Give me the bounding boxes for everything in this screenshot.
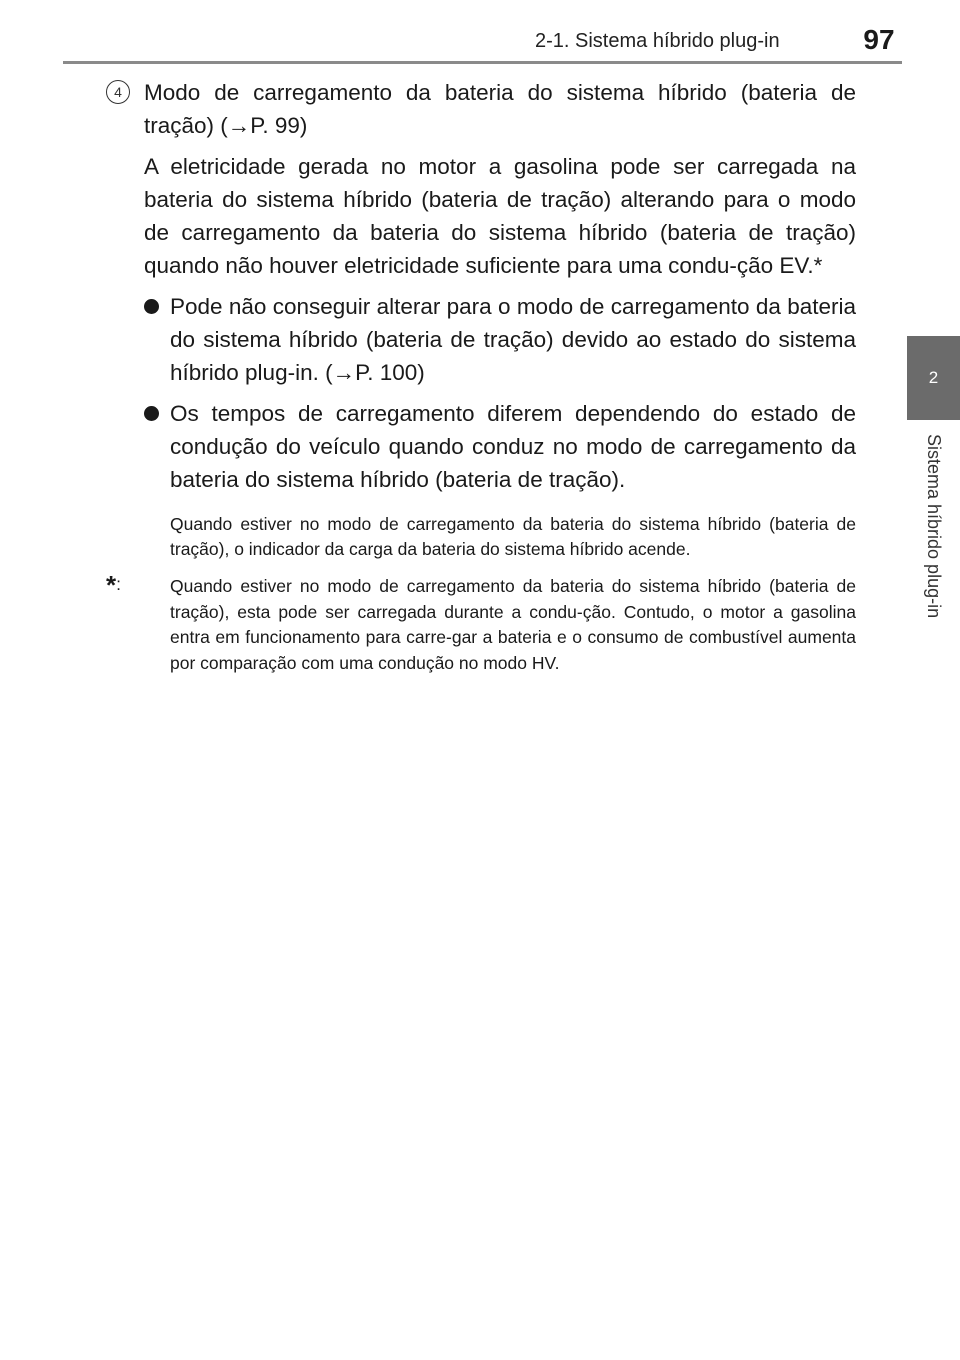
bullet-text: Os tempos de carregamento diferem dependendo do estado de condução do veículo quando conduz no modo de carregamento da bateria do sistema híbrido (bateria de tração).: [170, 401, 856, 492]
footnote-text: Quando estiver no modo de carregamento da bateria do sistema híbrido (bateria de tração), esta pode ser carregada durante a condu-ção. Contudo, o motor a gasolina entra em funcionamento para carre-gar a bateria e o consumo de combustível aumenta por comparação com uma condução no modo HV.: [170, 576, 856, 673]
bullet-dot-icon: [144, 406, 159, 421]
item-title: Modo de carregamento da bateria do sistema híbrido (bateria de tração) (→P. 99): [144, 80, 856, 138]
asterisk-icon: *: [106, 570, 117, 600]
chapter-tab-number: 2: [928, 368, 939, 387]
footnote-mark: [106, 572, 121, 599]
chapter-tab: [907, 336, 960, 420]
section-header: 2-1. Sistema híbrido plug-in: [535, 30, 780, 52]
chapter-tab-label: [907, 420, 960, 720]
page-content: [106, 76, 856, 676]
footnote-separator: :: [116, 574, 121, 594]
chapter-tab-label-text: Sistema híbrido plug-in: [924, 434, 944, 619]
header-divider: [63, 61, 902, 64]
item-number-badge: 4: [106, 80, 130, 104]
item-body: A eletricidade gerada no motor a gasolina pode ser carregada na bateria do sistema híbrido (bateria de tração) alterando para o modo de carregamento da bateria do sistema híbrido (bateria de tração) quando não houver eletricidade suficiente para uma condu-ção EV.*: [144, 154, 856, 278]
bullet-item: [144, 397, 856, 496]
footnote: [106, 570, 856, 676]
numbered-item: [106, 76, 856, 562]
bullet-text: Pode não conseguir alterar para o modo de carregamento da bateria do sistema híbrido (bateria de tração) devido ao estado do sistema híbrido plug-in. (→P. 100): [170, 294, 856, 385]
page-number: 97: [863, 24, 895, 55]
bullet-item: [144, 290, 856, 389]
note-text: Quando estiver no modo de carregamento da bateria do sistema híbrido (bateria de tração), o indicador da carga da bateria do sistema híbrido acende.: [170, 514, 856, 559]
bullet-dot-icon: [144, 299, 159, 314]
